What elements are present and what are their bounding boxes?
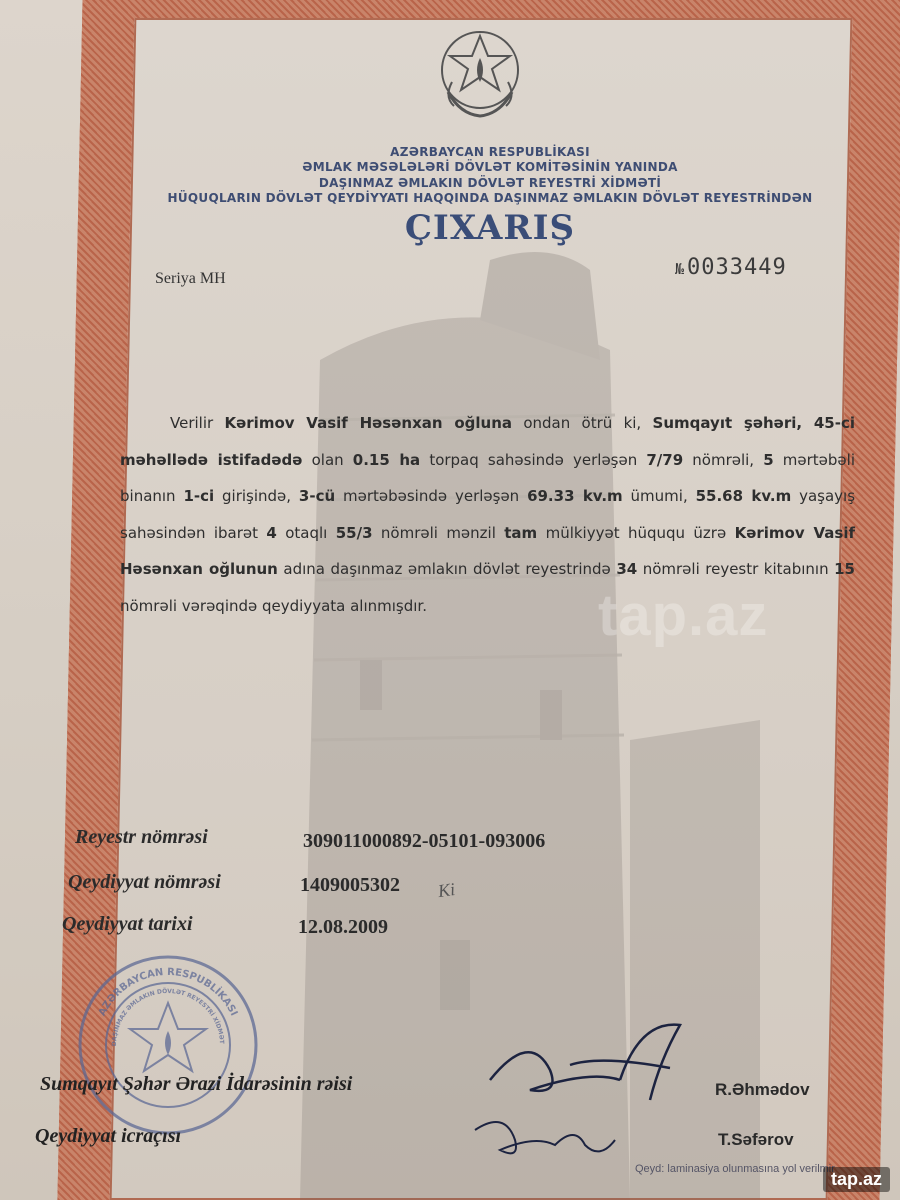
entrance-number: 1-ci <box>183 487 215 505</box>
ownership-type: tam <box>504 523 538 542</box>
body-text: Verilir <box>170 414 225 432</box>
document-content <box>35 0 860 1200</box>
registry-number-value: 309011000892-05101-093006 <box>303 830 546 852</box>
owner-name: Kərimov Vasif Həsənxan oğluna <box>224 414 512 432</box>
registry-book-number: 34 <box>616 560 638 578</box>
living-area: 55.68 kv.m <box>695 487 792 505</box>
building-number: 7/79 <box>646 450 684 469</box>
official-seal-stamp <box>68 945 268 1145</box>
chief-role-text: Sumqayıt Şəhər Ərazi İdarəsinin rəisi <box>40 1073 353 1095</box>
registrar-name: T.Səfərov <box>718 1130 794 1149</box>
header-line-3: DAŞINMAZ ƏMLAKIN DÖVLƏT REYESTRİ XİDMƏTİ <box>318 176 662 190</box>
body-text: yaşayış sahəsindən ibarət <box>120 487 856 542</box>
registrar-role-label <box>35 1125 181 1148</box>
series-label: Seriya MH <box>155 270 226 287</box>
signature-registrar <box>465 1100 625 1170</box>
registry-number-label: Reyestr nömrəsi <box>75 826 208 848</box>
body-text: mərtəbəsində yerləşən <box>335 487 528 505</box>
seal-outer-text: AZƏRBAYCAN RESPUBLİKASI <box>96 966 240 1018</box>
total-area: 69.33 kv.m <box>527 487 623 505</box>
owner-name: Kərimov Vasif Həsənxan oğlunun <box>120 523 855 578</box>
body-text: girişində, <box>214 487 299 505</box>
body-text: nömrəli vərəqində qeydiyyata alınmışdır. <box>120 596 427 615</box>
registrar-role-text: Qeydiyyat icraçısı <box>35 1125 182 1147</box>
watermark-text: tap.az <box>598 583 769 648</box>
registration-number-label: Qeydiyyat nömrəsi <box>68 871 221 893</box>
registration-date-label: Qeydiyyat tarixi <box>62 913 193 935</box>
body-text: mərtəbəli binanın <box>120 450 855 505</box>
floor-number: 3-cü <box>298 487 336 505</box>
room-count: 4 <box>266 523 277 542</box>
body-text: nömrəli, <box>683 450 764 469</box>
chief-role-label <box>40 1073 352 1096</box>
chief-name: R.Əhmədov <box>715 1080 810 1099</box>
header-line-2: ƏMLAK MƏSƏLƏLƏRİ DÖVLƏT KOMİTƏSİNİN YANINDA <box>302 160 678 174</box>
site-brand-badge: tap.az <box>823 1167 890 1192</box>
body-text: adına daşınmaz əmlakın dövlət reyestrində <box>277 560 617 578</box>
registration-number-value: 1409005302 <box>300 874 400 896</box>
number-value: 0033449 <box>687 255 787 280</box>
number-sign: № <box>675 260 686 278</box>
body-text: torpaq sahəsində yerləşən <box>420 450 647 469</box>
body-text: ondan ötrü ki, <box>512 414 653 432</box>
header-line-4: HÜQUQLARIN DÖVLƏT QEYDİYYATI HAQQINDA DAŞINMAZ ƏMLAKIN DÖVLƏT REYESTRİNDƏN <box>167 191 813 205</box>
body-text: nömrəli reyestr kitabının <box>637 560 835 578</box>
handwritten-mark: Ki <box>436 878 457 902</box>
land-area: 0.15 ha <box>352 450 421 469</box>
body-text: mülkiyyət hüququ üzrə <box>537 523 735 542</box>
registry-page-number: 15 <box>834 560 855 578</box>
building-floors: 5 <box>763 450 774 469</box>
body-text: otaqlı <box>276 523 336 542</box>
document-title: ÇIXARIŞ <box>404 208 576 248</box>
body-text: nömrəli mənzil <box>372 523 505 542</box>
property-location: Sumqayıt şəhəri, 45-ci məhəllədə istifadədə <box>120 414 855 469</box>
lamination-note: Qeyd: laminasiya olunmasına yol verilmir <box>635 1163 835 1175</box>
azerbaijan-emblem-icon <box>430 22 530 122</box>
document-number <box>675 255 787 280</box>
seal-inner-text: DAŞINMAZ ƏMLAKIN DÖVLƏT REYESTRİ XİDMƏT <box>110 987 226 1047</box>
header-line-1: AZƏRBAYCAN RESPUBLİKASI <box>390 145 590 159</box>
body-text: ümumi, <box>622 487 696 505</box>
body-text: olan <box>302 450 353 469</box>
flat-number: 55/3 <box>335 523 373 542</box>
registration-date-value: 12.08.2009 <box>298 916 388 938</box>
